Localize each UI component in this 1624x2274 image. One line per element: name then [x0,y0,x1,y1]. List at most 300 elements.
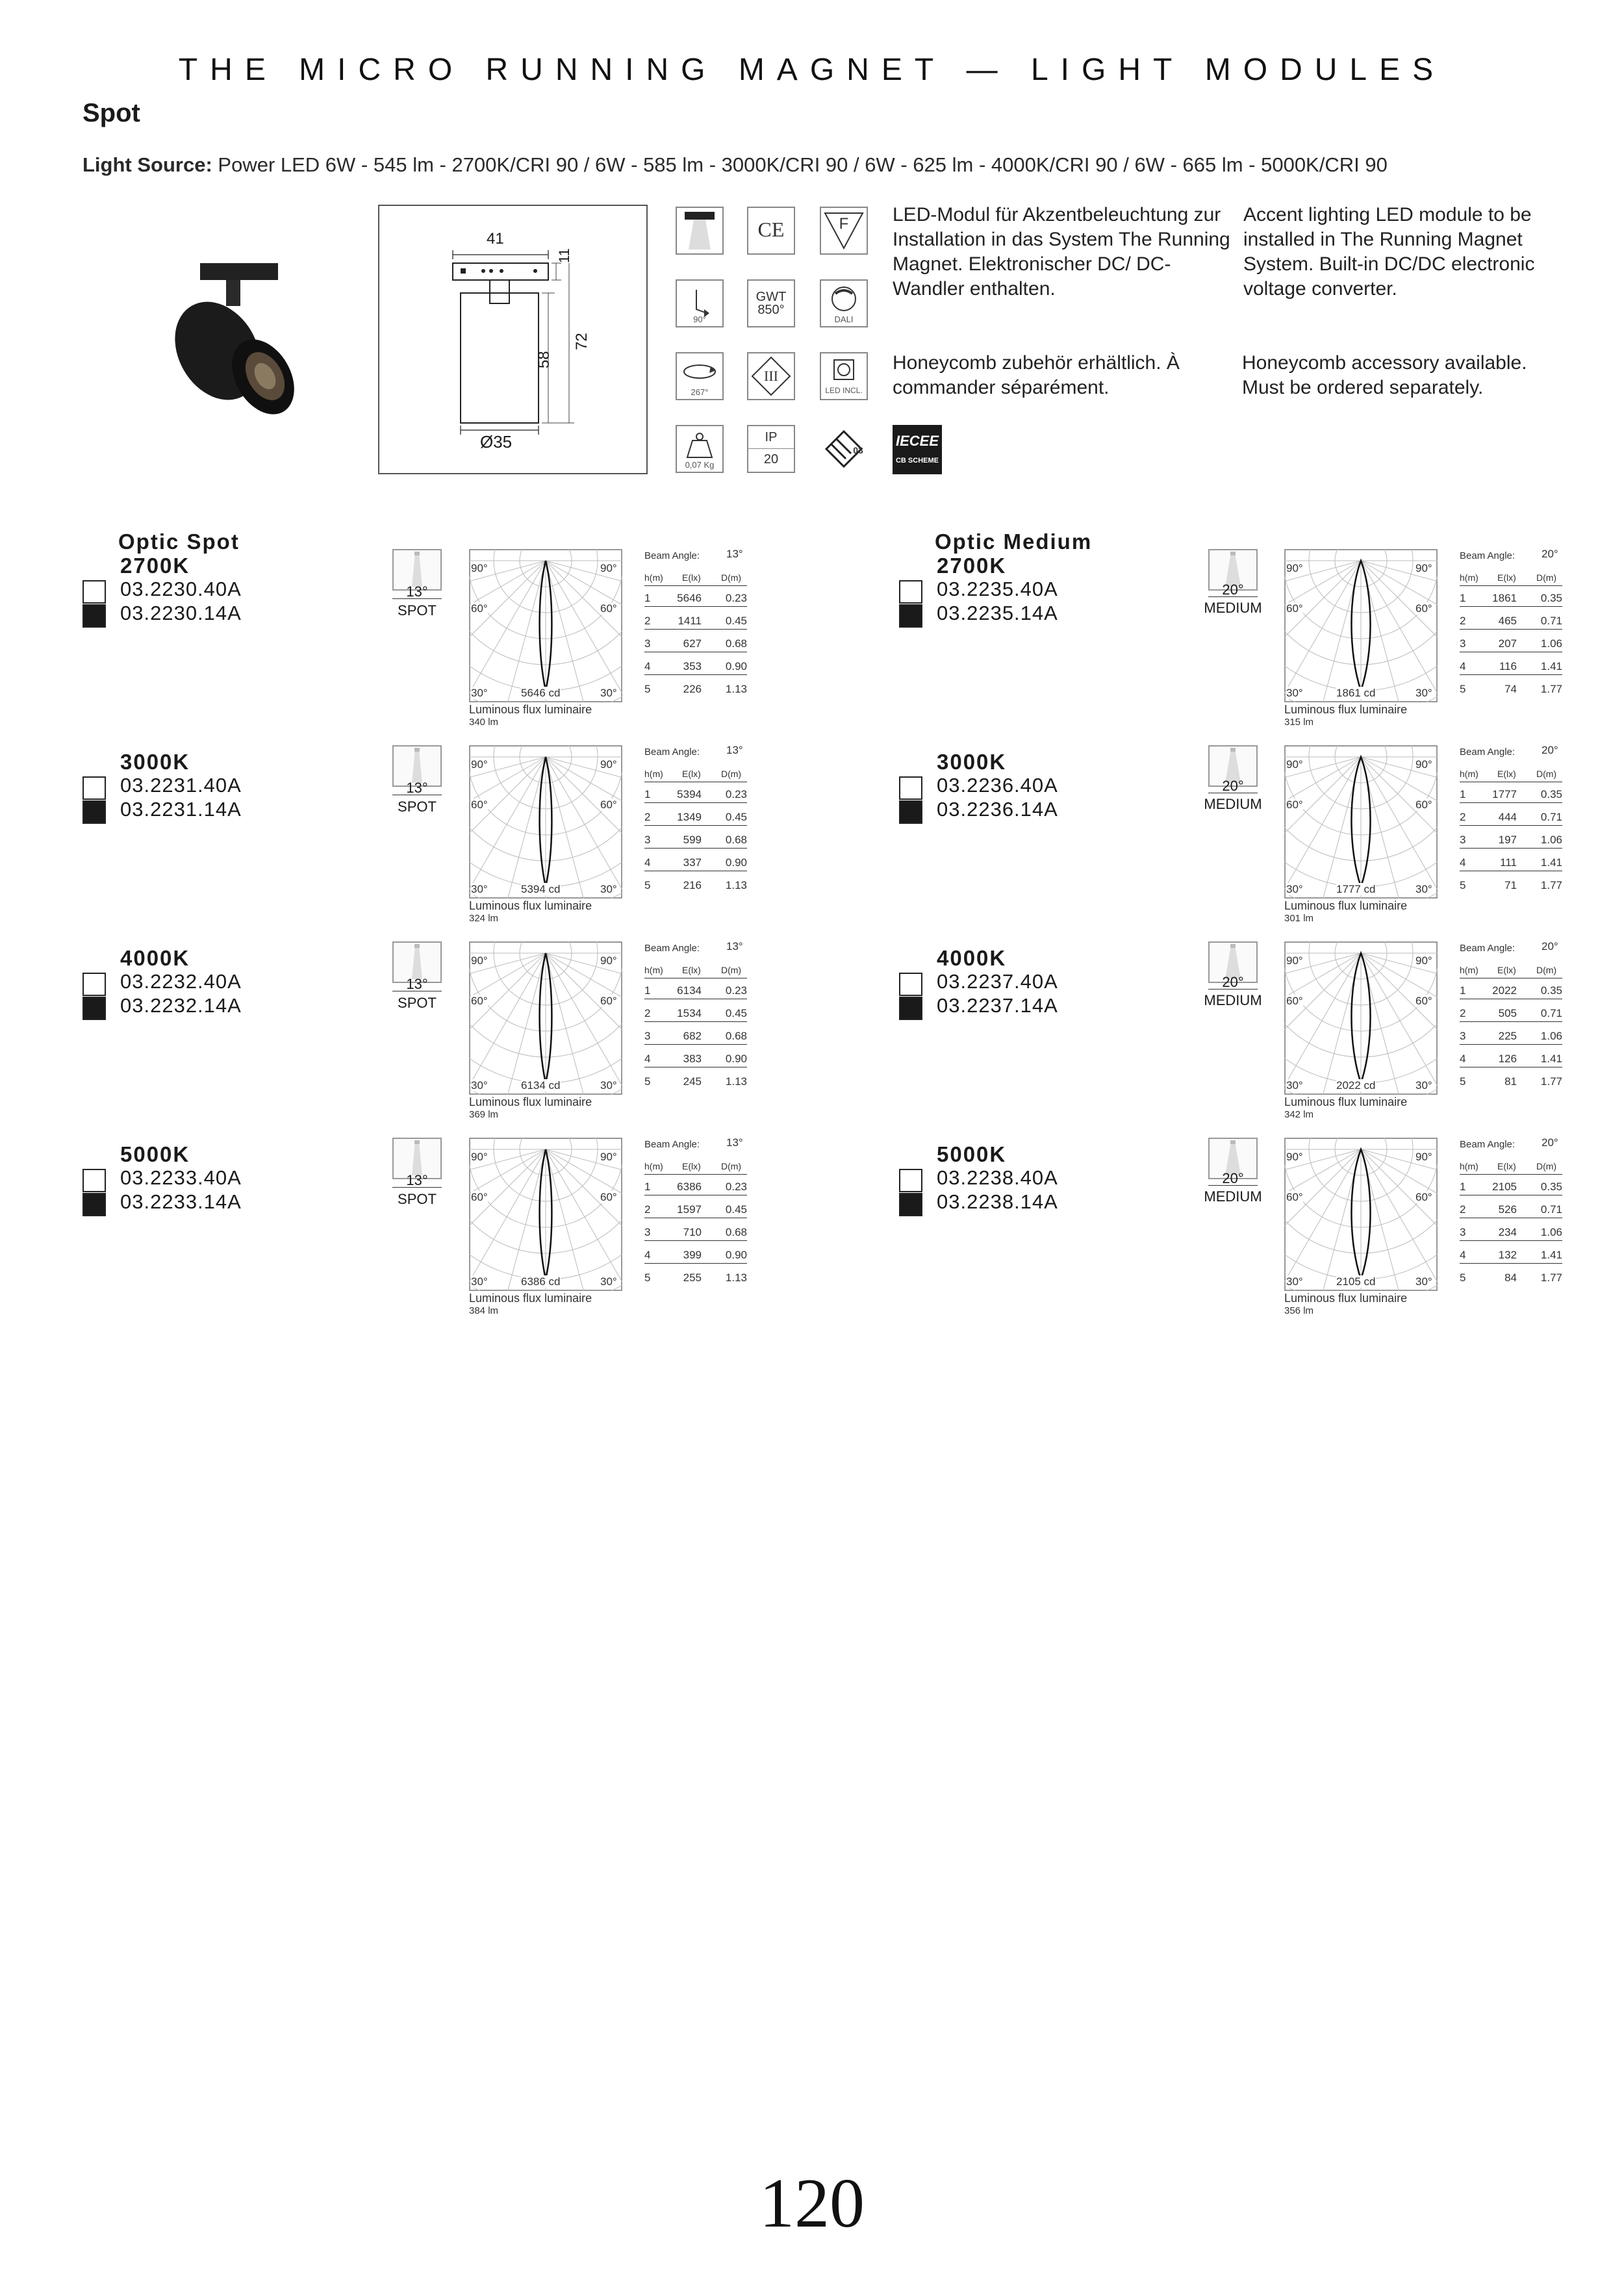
row-illuminance: 465 [1498,615,1517,627]
row-diameter: 1.77 [1540,879,1562,891]
row-diameter: 0.35 [1540,592,1562,604]
row-height: 1 [1460,1181,1466,1193]
beam-angle-caption: Beam Angle: [644,550,700,561]
polar-label-30-right: 30° [600,687,617,699]
row-diameter: 1.13 [725,1075,747,1088]
row-illuminance: 111 [1500,856,1517,869]
beam-table-rule [1460,1174,1562,1175]
product-group [0,1118,810,1316]
col-e: E(lx) [1497,572,1516,583]
row-illuminance: 84 [1504,1271,1517,1284]
code-black: 03.2235.14A [937,602,1058,624]
flux-label: Luminous flux luminaire [469,703,592,716]
polar-label-90-left: 90° [1286,758,1303,771]
col-h: h(m) [644,965,663,975]
row-diameter: 0.71 [1540,811,1562,823]
product-group [810,922,1620,1120]
row-illuminance: 710 [683,1226,702,1238]
ip-divider [748,448,794,449]
polar-label-90-left: 90° [1286,954,1303,967]
beam-angle-value: 13° [726,940,743,952]
row-height: 3 [1460,1030,1466,1042]
row-illuminance: 216 [683,879,702,891]
flux-label: Luminous flux luminaire [469,1292,592,1305]
polar-label-30-right: 30° [600,883,617,895]
polar-label-60-right: 60° [1415,798,1432,811]
row-illuminance: 526 [1498,1203,1517,1216]
beam-angle-value: 20° [1542,744,1558,756]
code-white: 03.2238.40A [937,1166,1058,1189]
led-included-icon: LED INCL. [820,352,868,400]
row-diameter: 0.35 [1540,984,1562,997]
row-diameter: 1.77 [1540,1075,1562,1088]
polar-diagram [469,941,622,1095]
row-height: 2 [1460,1007,1466,1019]
row-height: 2 [644,615,651,627]
black-finish-swatch [899,800,922,824]
col-e: E(lx) [1497,1161,1516,1171]
polar-label-60-left: 60° [1286,1191,1303,1203]
row-rule [644,606,747,607]
product-group [810,530,1620,728]
code-white: 03.2237.40A [937,970,1058,993]
row-illuminance: 126 [1498,1053,1517,1065]
row-height: 3 [644,637,651,650]
row-rule [1460,848,1562,849]
polar-label-90-left: 90° [471,758,488,771]
polar-label-90-left: 90° [471,562,488,574]
row-height: 3 [644,834,651,846]
polar-diagram [1284,941,1438,1095]
row-illuminance: 505 [1498,1007,1517,1019]
beam-angle-label: 20° [1222,974,1244,990]
beam-type-label: MEDIUM [1204,600,1262,616]
beam-table [1460,940,1570,1103]
row-rule [1460,606,1562,607]
product-group [0,530,810,728]
flux-value: 384 lm [469,1305,499,1316]
row-height: 3 [1460,637,1466,650]
row-diameter: 0.23 [725,984,747,997]
polar-label-30-right: 30° [1415,1275,1432,1288]
row-illuminance: 255 [683,1271,702,1284]
beam-angle-caption: Beam Angle: [644,747,700,758]
flux-value: 342 lm [1284,1109,1314,1120]
row-height: 4 [1460,660,1466,672]
row-height: 3 [644,1030,651,1042]
polar-label-90-left: 90° [1286,562,1303,574]
beam-table [1460,744,1570,906]
beam-type-label: MEDIUM [1204,1188,1262,1205]
polar-diagram [1284,549,1438,702]
row-illuminance: 81 [1504,1075,1517,1088]
polar-diagram [1284,745,1438,899]
kelvin-title: 4000K [120,946,190,970]
beam-angle-value: 13° [726,1136,743,1149]
beam-type-label: SPOT [398,1191,437,1207]
beam-angle-label: 20° [1222,778,1244,794]
product-group [0,922,810,1120]
row-illuminance: 234 [1498,1226,1517,1238]
description-de: LED-Modul für Akzentbeleuchtung zur Installation in das System The Running Magnet. Elektronischer DC/ DC-Wandler enthalten. [893,204,1230,300]
black-finish-swatch [899,1193,922,1216]
row-illuminance: 225 [1498,1030,1517,1042]
col-d: D(m) [721,769,742,779]
light-source-line [82,153,1388,177]
black-finish-swatch [82,604,106,628]
flux-value: 301 lm [1284,913,1314,924]
row-illuminance: 116 [1499,660,1517,672]
col-d: D(m) [1536,1161,1557,1171]
tilt-angle-icon: 90° [676,279,724,327]
row-diameter: 0.68 [725,1226,747,1238]
col-d: D(m) [1536,769,1557,779]
black-finish-swatch [82,800,106,824]
product-group [810,726,1620,924]
row-illuminance: 6134 [677,984,702,997]
row-rule [644,802,747,803]
row-height: 5 [644,1075,651,1088]
product-photo [156,257,312,426]
row-diameter: 0.90 [725,1249,747,1261]
col-e: E(lx) [682,572,701,583]
polar-label-90-right: 90° [600,758,617,771]
dimension-drawing [379,206,646,473]
polar-label-30-left: 30° [471,883,488,895]
col-d: D(m) [721,1161,742,1171]
beam-table [644,1136,755,1299]
description-en: Accent lighting LED module to be installed in The Running Magnet System. Built-in DC/DC electronic voltage converter. [1243,204,1535,300]
flux-value: 340 lm [469,717,499,728]
row-diameter: 0.45 [725,1203,747,1216]
row-diameter: 0.90 [725,856,747,869]
col-d: D(m) [721,572,742,583]
beam-angle-caption: Beam Angle: [644,1139,700,1150]
code-black: 03.2233.14A [120,1190,242,1213]
polar-label-60-left: 60° [471,798,488,811]
honeycomb-note-de: Honeycomb zubehör erhältlich. À commander séparément. [893,352,1180,398]
row-height: 4 [1460,1249,1466,1261]
row-diameter: 0.90 [725,660,747,672]
row-rule [644,1240,747,1241]
honeycomb-note-en: Honeycomb accessory available. Must be ordered separately. [1242,352,1527,398]
row-diameter: 1.06 [1540,1030,1562,1042]
polar-label-90-right: 90° [600,1151,617,1163]
beam-angle-label: 20° [1222,1170,1244,1186]
polar-label-60-left: 60° [1286,602,1303,615]
light-source-label: Light Source: [82,153,212,176]
beam-divider [1208,989,1258,990]
row-diameter: 0.45 [725,811,747,823]
row-illuminance: 682 [683,1030,702,1042]
row-illuminance: 599 [683,834,702,846]
col-h: h(m) [1460,1161,1478,1171]
row-rule [1460,825,1562,826]
row-height: 1 [1460,592,1466,604]
polar-label-30-left: 30° [1286,687,1303,699]
row-diameter: 1.06 [1540,637,1562,650]
row-height: 3 [1460,1226,1466,1238]
polar-label-90-left: 90° [1286,1151,1303,1163]
polar-label-90-right: 90° [600,954,617,967]
row-height: 4 [1460,1053,1466,1065]
row-height: 5 [1460,1271,1466,1284]
code-white: 03.2230.40A [120,578,242,600]
row-diameter: 0.23 [725,1181,747,1193]
row-diameter: 1.77 [1540,1271,1562,1284]
row-diameter: 0.68 [725,1030,747,1042]
row-illuminance: 2105 [1492,1181,1517,1193]
polar-label-90-right: 90° [1415,562,1432,574]
col-d: D(m) [1536,965,1557,975]
code-white: 03.2236.40A [937,774,1058,797]
optic-title: Optic Spot [118,530,240,554]
flux-value: 356 lm [1284,1305,1314,1316]
col-h: h(m) [1460,769,1478,779]
row-height: 1 [1460,984,1466,997]
row-height: 2 [644,1203,651,1216]
polar-label-30-left: 30° [1286,1275,1303,1288]
flux-label: Luminous flux luminaire [469,1095,592,1108]
col-e: E(lx) [1497,769,1516,779]
beam-divider [1208,1185,1258,1186]
beam-table [1460,1136,1570,1299]
polar-label-30-right: 30° [600,1079,617,1092]
row-height: 2 [1460,615,1466,627]
row-diameter: 0.23 [725,788,747,800]
row-diameter: 0.23 [725,592,747,604]
flux-label: Luminous flux luminaire [1284,1292,1408,1305]
row-rule [644,1021,747,1022]
beam-angle-label: 13° [406,1172,428,1188]
polar-max-candela: 1861 cd [1336,687,1376,699]
kelvin-title: 5000K [937,1142,1007,1166]
polar-diagram [469,549,622,702]
polar-max-candela: 1777 cd [1336,883,1376,895]
col-e: E(lx) [682,769,701,779]
polar-label-60-left: 60° [471,1191,488,1203]
row-illuminance: 444 [1498,811,1517,823]
row-height: 5 [644,683,651,695]
col-h: h(m) [644,769,663,779]
beam-table [644,940,755,1103]
row-illuminance: 5646 [677,592,702,604]
f-mark-icon: F [820,207,868,255]
row-diameter: 1.41 [1540,856,1562,869]
polar-label-60-right: 60° [600,995,617,1007]
col-h: h(m) [1460,965,1478,975]
row-height: 1 [644,984,651,997]
polar-max-candela: 6134 cd [521,1079,561,1092]
beam-angle-caption: Beam Angle: [1460,550,1516,561]
polar-label-60-right: 60° [600,798,617,811]
beam-type-label: SPOT [398,995,437,1011]
col-d: D(m) [1536,572,1557,583]
kelvin-title: 3000K [937,750,1007,774]
row-height: 2 [644,1007,651,1019]
row-rule [1460,1044,1562,1045]
white-finish-swatch [82,973,106,996]
row-height: 5 [644,1271,651,1284]
row-diameter: 1.41 [1540,660,1562,672]
row-height: 1 [644,592,651,604]
code-white: 03.2231.40A [120,774,242,797]
polar-label-90-right: 90° [1415,758,1432,771]
row-diameter: 1.13 [725,879,747,891]
row-diameter: 0.45 [725,1007,747,1019]
polar-label-90-left: 90° [471,1151,488,1163]
polar-max-candela: 2022 cd [1336,1079,1376,1092]
polar-diagram [469,1138,622,1291]
ip-rating-icon: IP 20 [747,425,795,473]
polar-label-90-right: 90° [1415,1151,1432,1163]
row-height: 4 [644,660,651,672]
beam-angle-value: 13° [726,548,743,560]
row-illuminance: 2022 [1492,984,1517,997]
code-black: 03.2230.14A [120,602,242,624]
row-diameter: 0.71 [1540,615,1562,627]
polar-label-60-right: 60° [1415,602,1432,615]
row-illuminance: 383 [683,1053,702,1065]
flux-value: 369 lm [469,1109,499,1120]
row-illuminance: 207 [1498,637,1517,650]
col-e: E(lx) [682,965,701,975]
row-rule [644,629,747,630]
row-illuminance: 226 [683,683,702,695]
dim-body: 58 [535,351,553,368]
row-diameter: 1.06 [1540,1226,1562,1238]
polar-label-60-left: 60° [471,602,488,615]
gwt-icon: GWT 850° [747,279,795,327]
col-h: h(m) [644,1161,663,1171]
row-diameter: 0.71 [1540,1007,1562,1019]
dim-total: 72 [573,333,590,350]
row-illuminance: 74 [1504,683,1517,695]
col-e: E(lx) [1497,965,1516,975]
rotation-icon: 267° [676,352,724,400]
row-height: 5 [1460,879,1466,891]
beam-angle-label: 13° [406,583,428,600]
beam-table [644,744,755,906]
col-h: h(m) [1460,572,1478,583]
row-illuminance: 197 [1498,834,1517,846]
section-subtitle: Spot [82,99,140,127]
page-number: 120 [759,2165,865,2242]
row-diameter: 1.41 [1540,1053,1562,1065]
row-illuminance: 337 [683,856,702,869]
row-height: 4 [644,856,651,869]
row-height: 5 [1460,1075,1466,1088]
flux-value: 315 lm [1284,717,1314,728]
polar-label-30-right: 30° [1415,687,1432,699]
row-diameter: 1.13 [725,1271,747,1284]
row-height: 1 [1460,788,1466,800]
polar-label-60-right: 60° [600,1191,617,1203]
white-finish-swatch [82,776,106,800]
beam-table [644,548,755,710]
row-rule [644,1263,747,1264]
polar-label-30-left: 30° [1286,883,1303,895]
beam-table-rule [644,585,747,586]
row-diameter: 1.06 [1540,834,1562,846]
code-black: 03.2232.14A [120,994,242,1017]
code-black: 03.2237.14A [937,994,1058,1017]
col-h: h(m) [644,572,663,583]
code-white: 03.2232.40A [120,970,242,993]
row-diameter: 0.45 [725,615,747,627]
beam-type-label: SPOT [398,602,437,619]
optic-title: Optic Medium [935,530,1093,554]
polar-max-candela: 5646 cd [521,687,561,699]
beam-angle-value: 20° [1542,1136,1558,1149]
dim-width: 41 [487,230,504,248]
class-iii-icon: III [747,352,795,400]
row-height: 2 [644,811,651,823]
white-finish-swatch [82,1169,106,1192]
row-rule [1460,802,1562,803]
code-white: 03.2235.40A [937,578,1058,600]
row-illuminance: 399 [683,1249,702,1261]
flux-value: 324 lm [469,913,499,924]
beam-angle-value: 20° [1542,940,1558,952]
code-black: 03.2231.14A [120,798,242,821]
product-group [810,1118,1620,1316]
polar-label-90-left: 90° [471,954,488,967]
black-finish-swatch [82,997,106,1020]
row-height: 2 [1460,1203,1466,1216]
flux-label: Luminous flux luminaire [469,899,592,912]
beam-angle-label: 20° [1222,581,1244,598]
row-illuminance: 1861 [1492,592,1517,604]
row-illuminance: 1534 [677,1007,702,1019]
beam-angle-caption: Beam Angle: [1460,943,1516,954]
polar-label-60-left: 60° [1286,798,1303,811]
row-height: 1 [644,788,651,800]
row-illuminance: 6386 [677,1181,702,1193]
beam-angle-caption: Beam Angle: [644,943,700,954]
beam-angle-value: 20° [1542,548,1558,560]
white-finish-swatch [899,973,922,996]
polar-label-30-left: 30° [1286,1079,1303,1092]
light-source-text: Power LED 6W - 545 lm - 2700K/CRI 90 / 6W - 585 lm - 3000K/CRI 90 / 6W - 625 lm - 4000K/CRI 90 / 6W - 665 lm - 5000K/CRI 90 [218,153,1388,176]
row-height: 4 [1460,856,1466,869]
polar-label-30-right: 30° [1415,1079,1432,1092]
row-diameter: 0.90 [725,1053,747,1065]
row-illuminance: 132 [1498,1249,1517,1261]
beam-table [1460,548,1570,710]
kelvin-title: 2700K [937,554,1007,578]
polar-label-90-right: 90° [600,562,617,574]
kelvin-title: 5000K [120,1142,190,1166]
beam-angle-label: 13° [406,780,428,796]
white-finish-swatch [899,776,922,800]
track-icon [676,207,724,255]
row-height: 1 [644,1181,651,1193]
black-finish-swatch [899,604,922,628]
row-rule [1460,1263,1562,1264]
polar-label-90-right: 90° [1415,954,1432,967]
flux-label: Luminous flux luminaire [1284,899,1408,912]
row-diameter: 0.71 [1540,1203,1562,1216]
row-height: 3 [1460,834,1466,846]
row-diameter: 1.13 [725,683,747,695]
row-height: 5 [1460,683,1466,695]
row-illuminance: 245 [683,1075,702,1088]
black-finish-swatch [82,1193,106,1216]
row-illuminance: 1349 [677,811,702,823]
beam-type-label: MEDIUM [1204,992,1262,1008]
row-diameter: 1.41 [1540,1249,1562,1261]
